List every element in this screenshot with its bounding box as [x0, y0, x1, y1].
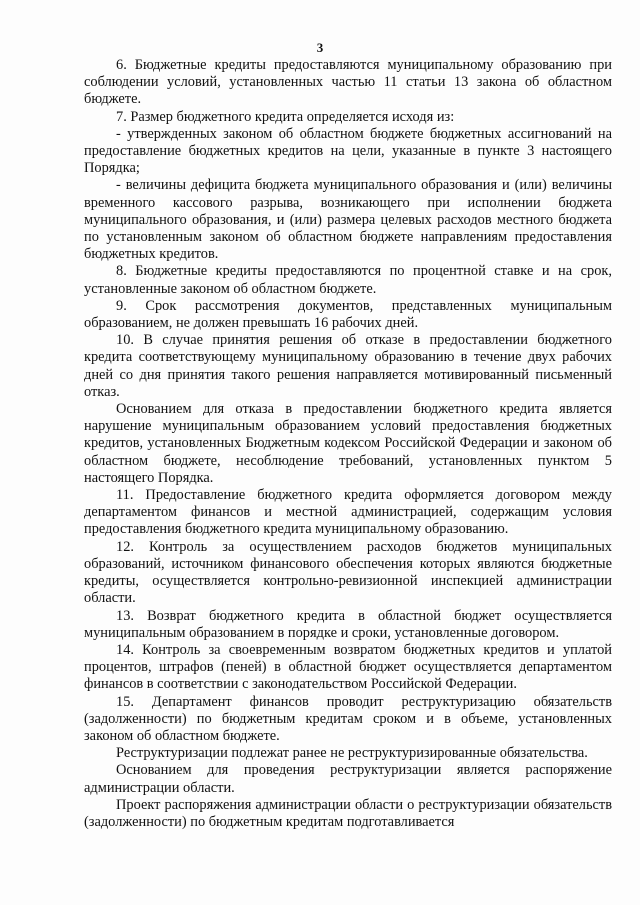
- paragraph-11: 11. Предоставление бюджетного кредита оформляется договором между департаментом финансов и местной администрацией, содержащим условия предоставления бюджетного кредита муниципальному образованию.: [84, 487, 612, 538]
- paragraph-7-item-1: - утвержденных законом об областном бюджете бюджетных ассигнований на предоставление бюджетных кредитов на цели, указанные в пункте 3 настоящего Порядка;: [84, 125, 612, 177]
- document-body: [84, 57, 612, 831]
- paragraph-10: 10. В случае принятия решения об отказе в предоставлении бюджетного кредита соответствующему муниципальному образованию в течение двух рабочих дней со дня принятия такого решения направляется мотивированный письменный отказ.: [84, 332, 612, 400]
- paragraph-7-item-2: - величины дефицита бюджета муниципального образования и (или) величины временного кассового разрыва, возникающего при исполнении бюджета муниципального образования, и (или) размера целевых расходов местного бюджета по установленным законом об областном бюджете направлениям предоставления бюджетных кредитов.: [84, 177, 612, 263]
- paragraph-15-restructuring-scope: Реструктуризации подлежат ранее не реструктуризированные обязательства.: [116, 745, 588, 762]
- paragraph-15-restructuring-basis: Основанием для проведения реструктуризации является распоряжение администрации области.: [84, 762, 612, 796]
- paragraph-7: 7. Размер бюджетного кредита определяется исходя из:: [116, 108, 455, 125]
- paragraph-13: 13. Возврат бюджетного кредита в областной бюджет осуществляется муниципальным образованием в порядке и сроки, установленные договором.: [84, 607, 612, 641]
- paragraph-9: 9. Срок рассмотрения документов, представленных муниципальным образованием, не должен превышать 16 рабочих дней.: [84, 297, 612, 332]
- paragraph-15: 15. Департамент финансов проводит реструктуризацию обязательств (задолженности) по бюджетным кредитам сроком и в объеме, установленных законом об областном бюджете.: [84, 693, 612, 744]
- paragraph-15-draft-order: Проект распоряжения администрации области о реструктуризации обязательств (задолженности) по бюджетным кредитам подготавливается: [84, 796, 612, 830]
- paragraph-10-refusal-basis: Основанием для отказа в предоставлении бюджетного кредита является нарушение муниципальным образованием условий предоставления бюджетных кредитов, установленных Бюджетным кодексом Российской Федерации и законом об областном бюджете, несоблюдение требований, установленных пунктом 5 настоящего Порядка.: [84, 401, 612, 486]
- paragraph-8: 8. Бюджетные кредиты предоставляются по процентной ставке и на срок, установленные законом об областном бюджете.: [84, 263, 612, 297]
- page-number: 3: [316, 40, 324, 55]
- paragraph-14: 14. Контроль за своевременным возвратом бюджетных кредитов и уплатой процентов, штрафов (пеней) в областной бюджет осуществляется департаментом финансов в соответствии с законодательством Российской Федерации.: [84, 641, 612, 693]
- paragraph-12: 12. Контроль за осуществлением расходов бюджетов муниципальных образований, источником финансового обеспечения которых являются бюджетные кредиты, осуществляется контрольно-ревизионной инспекцией администрации области.: [84, 538, 612, 607]
- paragraph-6: 6. Бюджетные кредиты предоставляются муниципальному образованию при соблюдении условий, установленных частью 11 статьи 13 закона об областном бюджете.: [84, 57, 612, 108]
